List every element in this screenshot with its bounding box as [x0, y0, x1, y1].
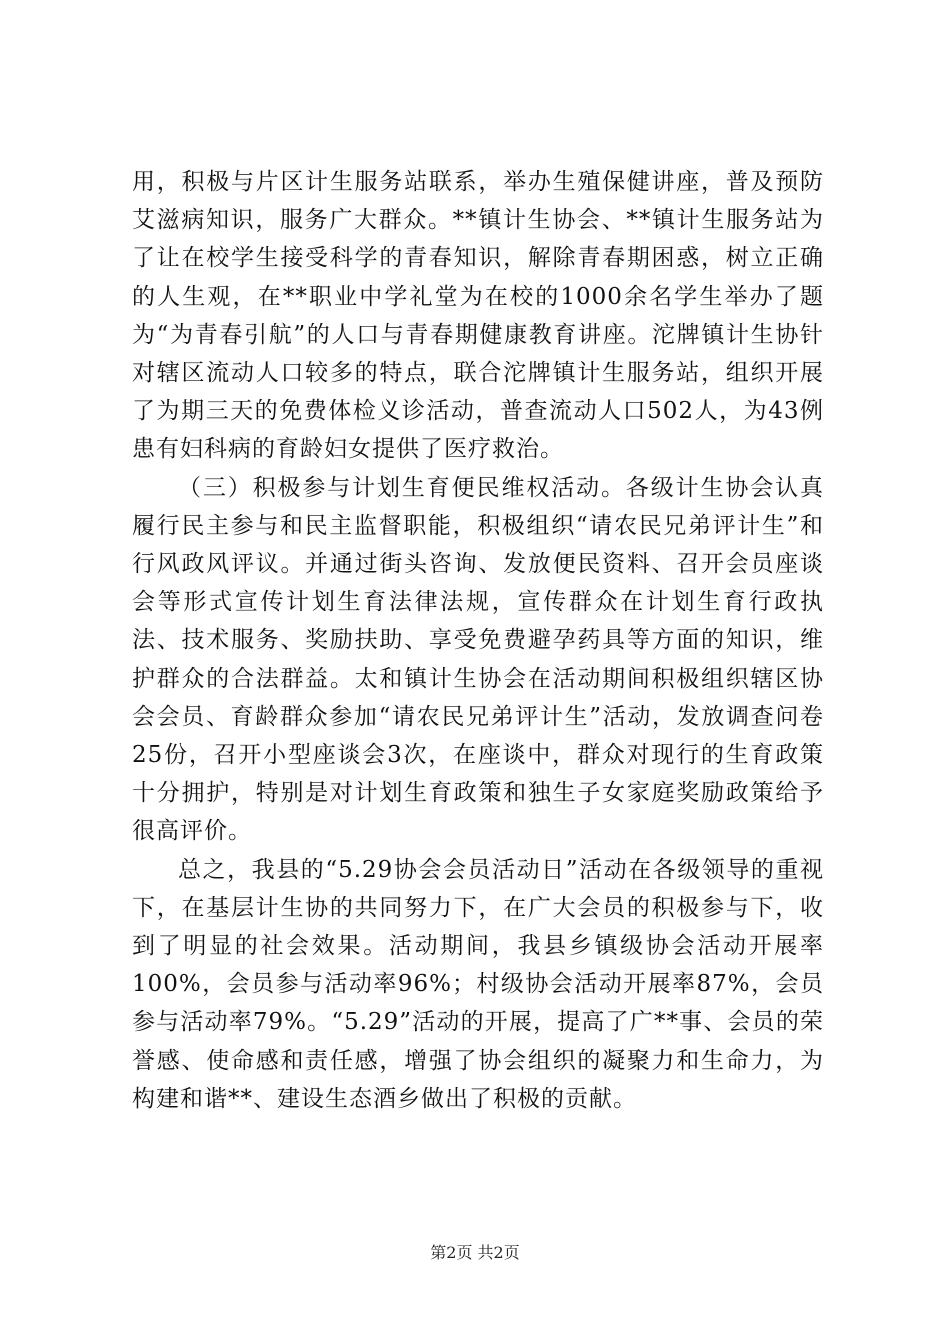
document-body: [132, 163, 824, 1118]
page-footer: 第2页 共2页: [430, 1243, 520, 1262]
paragraph-section-three: （三）积极参与计划生育便民维权活动。各级计生协会认真履行民主参与和民主监督职能，积极组织“请农民兄弟评计生”和行风政风评议。并通过街头咨询、发放便民资料、召开会员座谈会等形式宣传计划生育法律法规，宣传群众在计划生育行政执法、技术服务、奖励扶助、享受免费避孕药具等方面的知识，维护群众的合法群益。太和镇计生协会在活动期间积极组织辖区协会会员、育龄群众参加“请农民兄弟评计生”活动，发放调查问卷25份，召开小型座谈会3次，在座谈中，群众对现行的生育政策十分拥护，特别是对计划生育政策和独生子女家庭奖励政策给予很高评价。: [132, 474, 824, 845]
paragraph-summary: 总之，我县的“5.29协会会员活动日”活动在各级领导的重视下，在基层计生协的共同努力下，在广大会员的积极参与下，收到了明显的社会效果。活动期间，我县乡镇级协会活动开展率100%，会员参与活动率96%；村级协会活动开展率87%，会员参与活动率79%。“5.29”活动的开展，提高了广**事、会员的荣誉感、使命感和责任感，增强了协会组织的凝聚力和生命力，为构建和谐**、建设生态酒乡做出了积极的贡献。: [132, 856, 824, 1112]
paragraph-continuation: 用，积极与片区计生服务站联系，举办生殖保健讲座，普及预防艾滋病知识，服务广大群众。**镇计生协会、**镇计生服务站为了让在校学生接受科学的青春知识，解除青春期困惑，树立正确的人生观，在**职业中学礼堂为在校的1000余名学生举办了题为“为青春引航”的人口与青春期健康教育讲座。沱牌镇计生协针对辖区流动人口较多的特点，联合沱牌镇计生服务站，组织开展了为期三天的免费体检义诊活动，普查流动人口502人，为43例患有妇科病的育龄妇女提供了医疗救治。: [132, 169, 824, 463]
